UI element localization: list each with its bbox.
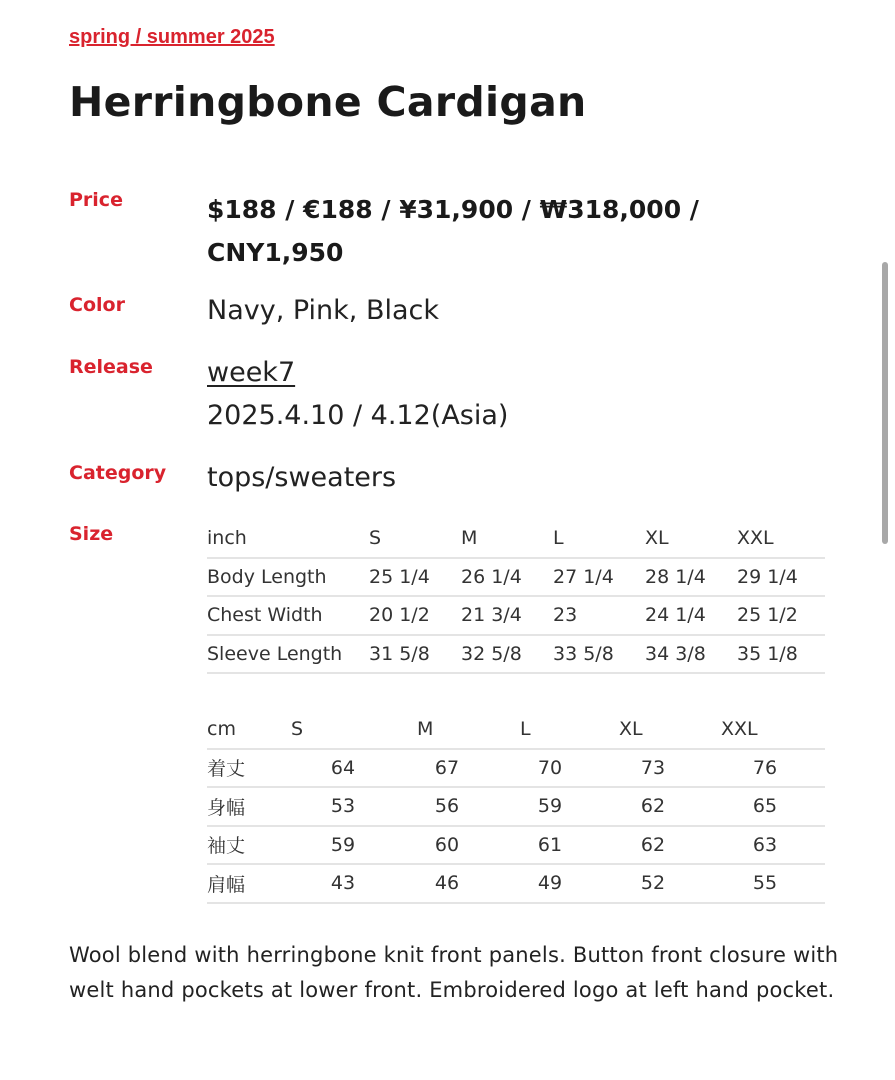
table-cell: 62 (601, 826, 705, 865)
table-cell: 64 (291, 749, 395, 788)
table-row (207, 596, 825, 635)
table-cell: 56 (395, 787, 499, 826)
row-label: 袖丈 (207, 826, 291, 865)
size-header: XXL (705, 710, 825, 749)
table-row (207, 635, 825, 674)
color-label: Color (69, 294, 125, 316)
table-row (207, 787, 825, 826)
row-label: Chest Width (207, 596, 369, 635)
size-label: Size (69, 523, 114, 545)
size-header: XL (645, 519, 737, 558)
size-header: L (499, 710, 601, 749)
row-label: Sleeve Length (207, 635, 369, 674)
table-cell: 49 (499, 864, 601, 903)
table-cell: 52 (601, 864, 705, 903)
table-cell: 43 (291, 864, 395, 903)
table-cell: 62 (601, 787, 705, 826)
row-label: 身幅 (207, 787, 291, 826)
table-cell: 27 1/4 (553, 558, 645, 597)
size-chart-inch (207, 519, 825, 674)
row-label: 肩幅 (207, 864, 291, 903)
size-header: S (291, 710, 395, 749)
table-cell: 25 1/4 (369, 558, 461, 597)
row-label: 着丈 (207, 749, 291, 788)
unit-header: cm (207, 710, 291, 749)
table-row (207, 519, 825, 558)
table-cell: 32 5/8 (461, 635, 553, 674)
table-cell: 34 3/8 (645, 635, 737, 674)
size-header: S (369, 519, 461, 558)
table-cell: 31 5/8 (369, 635, 461, 674)
price-value: $188 / €188 / ¥31,900 / ₩318,000 / CNY1,950 (207, 195, 699, 267)
scrollbar-thumb[interactable] (882, 262, 888, 544)
size-chart-cm (207, 710, 825, 904)
size-header: XL (601, 710, 705, 749)
table-row (207, 864, 825, 903)
table-cell: 67 (395, 749, 499, 788)
table-cell: 35 1/8 (737, 635, 825, 674)
table-cell: 65 (705, 787, 825, 826)
table-cell: 24 1/4 (645, 596, 737, 635)
size-header: XXL (737, 519, 825, 558)
table-cell: 76 (705, 749, 825, 788)
table-cell: 26 1/4 (461, 558, 553, 597)
table-cell: 33 5/8 (553, 635, 645, 674)
table-cell: 59 (291, 826, 395, 865)
table-cell: 55 (705, 864, 825, 903)
table-row (207, 710, 825, 749)
table-cell: 21 3/4 (461, 596, 553, 635)
table-cell: 53 (291, 787, 395, 826)
table-cell: 23 (553, 596, 645, 635)
color-value: Navy, Pink, Black (207, 295, 440, 326)
product-description: Wool blend with herringbone knit front panels. Button front closure with welt hand pockets at lower front. Embroidered logo at left hand pocket. (69, 943, 839, 1002)
table-row (207, 558, 825, 597)
table-cell: 25 1/2 (737, 596, 825, 635)
category-label: Category (69, 462, 167, 484)
season-link[interactable]: spring / summer 2025 (69, 26, 275, 48)
category-value: tops/sweaters (207, 462, 397, 493)
table-cell: 28 1/4 (645, 558, 737, 597)
release-dates: 2025.4.10 / 4.12(Asia) (207, 400, 509, 431)
table-cell: 29 1/4 (737, 558, 825, 597)
row-label: Body Length (207, 558, 369, 597)
table-cell: 61 (499, 826, 601, 865)
table-cell: 63 (705, 826, 825, 865)
table-cell: 46 (395, 864, 499, 903)
table-row (207, 826, 825, 865)
table-cell: 73 (601, 749, 705, 788)
table-cell: 59 (499, 787, 601, 826)
table-cell: 20 1/2 (369, 596, 461, 635)
table-cell: 70 (499, 749, 601, 788)
table-cell: 60 (395, 826, 499, 865)
size-header: M (395, 710, 499, 749)
release-week-link[interactable]: week7 (207, 357, 296, 388)
product-title: Herringbone Cardigan (69, 78, 587, 126)
size-header: M (461, 519, 553, 558)
table-row (207, 749, 825, 788)
size-header: L (553, 519, 645, 558)
unit-header: inch (207, 519, 369, 558)
price-label: Price (69, 189, 123, 211)
release-label: Release (69, 356, 153, 378)
